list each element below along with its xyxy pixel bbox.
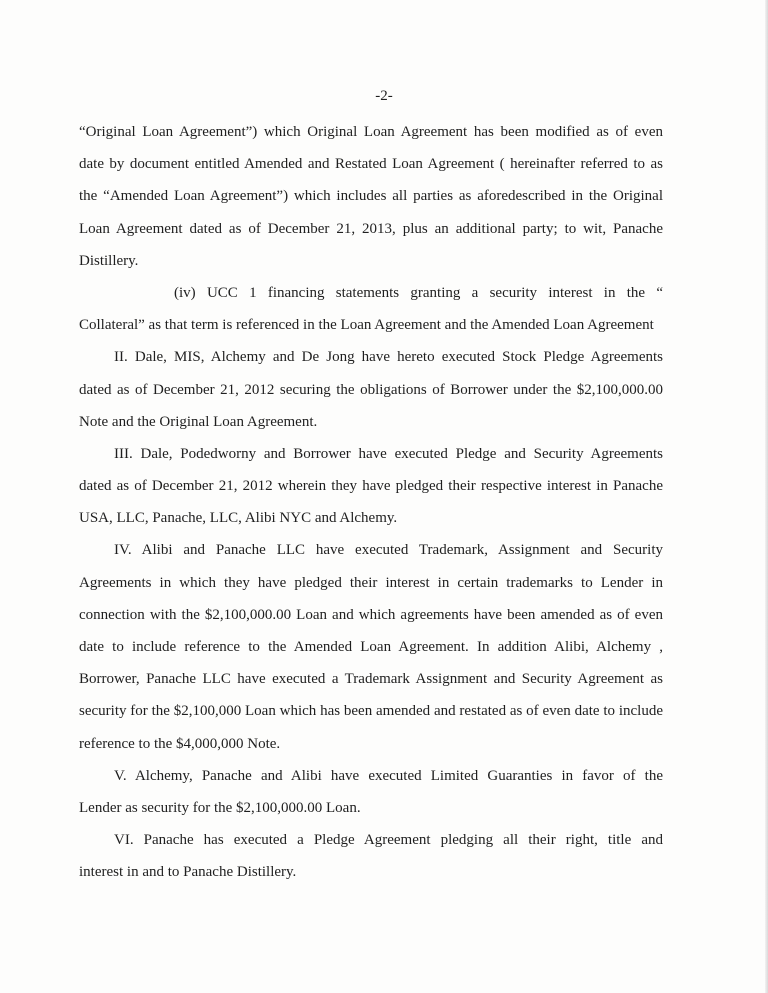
document-body [79,116,663,889]
text-line: Loan Agreement dated as of December 21, 2013, plus an additional party; to wit, Panache [79,220,663,237]
text-line: IV. Alibi and Panache LLC have executed Trademark, Assignment and Security [114,542,663,559]
text-line: security for the $2,100,000 Loan which has been amended and restated as of even date to include [79,703,663,720]
text-line: dated as of December 21, 2012 wherein they have pledged their respective interest in Panache [79,478,663,495]
text-line: interest in and to Panache Distillery. [79,864,297,881]
text-line: date to include reference to the Amended Loan Agreement. In addition Alibi, Alchemy , [79,639,663,655]
text-line: II. Dale, MIS, Alchemy and De Jong have hereto executed Stock Pledge Agreements [114,349,663,366]
text-line: date by document entitled Amended and Restated Loan Agreement ( hereinafter referred to as [79,156,663,173]
text-line: reference to the $4,000,000 Note. [79,735,281,752]
text-line: Distillery. [79,252,139,269]
text-line: “Original Loan Agreement”) which Original Loan Agreement has been modified as of even [79,124,663,140]
text-line: the “Amended Loan Agreement”) which includes all parties as aforedescribed in the Original [79,188,663,205]
text-line: connection with the $2,100,000.00 Loan and which agreements have been amended as of even [79,606,663,623]
text-line: VI. Panache has executed a Pledge Agreement pledging all their right, title and [114,832,663,849]
text-line: Note and the Original Loan Agreement. [79,413,318,430]
text-line: (iv) UCC 1 financing statements granting a security interest in the “ [174,284,663,301]
text-line: dated as of December 21, 2012 securing the obligations of Borrower under the $2,100,000.00 [79,381,663,398]
text-line: Collateral” as that term is referenced in the Loan Agreement and the Amended Loan Agreement [79,317,654,334]
text-line: Agreements in which they have pledged their interest in certain trademarks to Lender in [79,574,663,591]
text-line: Lender as security for the $2,100,000.00 Loan. [79,799,361,816]
text-line: III. Dale, Podedworny and Borrower have executed Pledge and Security Agreements [114,445,663,462]
text-line: USA, LLC, Panache, LLC, Alibi NYC and Alchemy. [79,510,398,527]
text-line: Borrower, Panache LLC have executed a Trademark Assignment and Security Agreement as [79,671,663,688]
text-line: V. Alchemy, Panache and Alibi have executed Limited Guaranties in favor of the [114,767,663,784]
page-number: -2- [375,88,393,104]
